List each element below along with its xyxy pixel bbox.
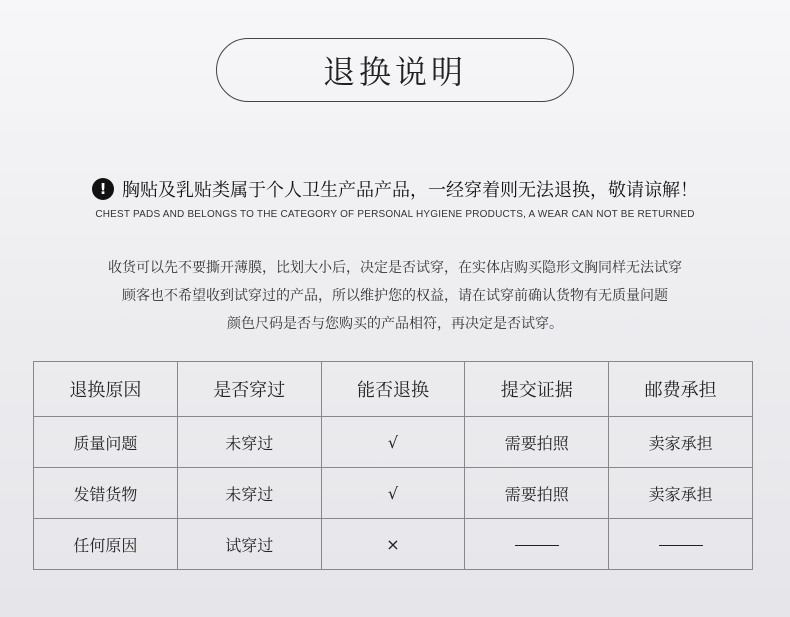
cell-worn: 未穿过 xyxy=(177,417,321,468)
cell-returnable: √ xyxy=(321,417,465,468)
header-reason: 退换原因 xyxy=(34,362,178,417)
table-header-row xyxy=(34,362,753,417)
description-line: 颜色尺码是否与您购买的产品相符，再决定是否试穿。 xyxy=(227,316,563,332)
notice-text-en: CHEST PADS AND BELONGS TO THE CATEGORY OF PERSONAL HYGIENE PRODUCTS, A WEAR CAN NOT BE RETURNED xyxy=(95,209,695,220)
description xyxy=(0,254,790,338)
dash-line xyxy=(659,545,703,546)
header-evidence: 提交证据 xyxy=(465,362,609,417)
table-row xyxy=(34,468,753,519)
header-shipping: 邮费承担 xyxy=(609,362,753,417)
cell-evidence: 需要拍照 xyxy=(465,417,609,468)
description-line: 收货可以先不要撕开薄膜，比划大小后，决定是否试穿，在实体店购买隐形文胸同样无法试穿 xyxy=(108,260,682,276)
cell-returnable: × xyxy=(321,519,465,570)
table-row xyxy=(34,519,753,570)
table-row xyxy=(34,417,753,468)
cell-reason: 任何原因 xyxy=(34,519,178,570)
cell-shipping: 卖家承担 xyxy=(609,417,753,468)
cell-reason: 质量问题 xyxy=(34,417,178,468)
cell-worn: 试穿过 xyxy=(177,519,321,570)
dash-line xyxy=(515,545,559,546)
cell-shipping xyxy=(609,519,753,570)
exclamation-icon: ! xyxy=(92,178,114,200)
header-returnable: 能否退换 xyxy=(321,362,465,417)
cell-evidence xyxy=(465,519,609,570)
cell-worn: 未穿过 xyxy=(177,468,321,519)
notice-text: 胸贴及乳贴类属于个人卫生产品产品，一经穿着则无法退换，敬请谅解！ xyxy=(122,180,698,201)
cell-reason: 发错货物 xyxy=(34,468,178,519)
page-title: 退换说明 xyxy=(216,38,574,102)
cell-returnable: √ xyxy=(321,468,465,519)
cell-shipping: 卖家承担 xyxy=(609,468,753,519)
cell-evidence: 需要拍照 xyxy=(465,468,609,519)
returns-table xyxy=(33,361,753,570)
description-line: 顾客也不希望收到试穿过的产品，所以维护您的权益，请在试穿前确认货物有无质量问题 xyxy=(122,288,668,304)
notice xyxy=(0,176,790,202)
header-worn: 是否穿过 xyxy=(177,362,321,417)
